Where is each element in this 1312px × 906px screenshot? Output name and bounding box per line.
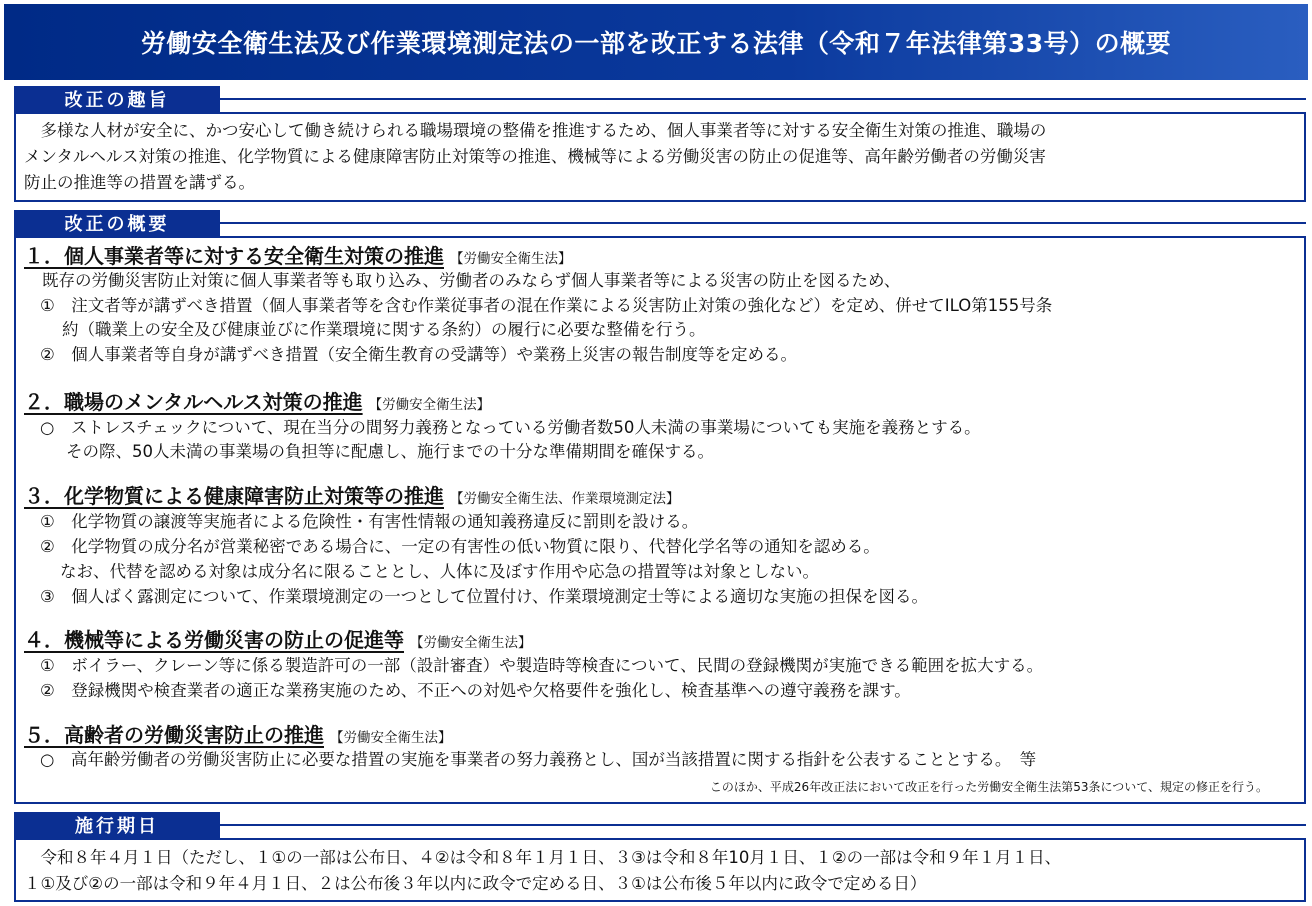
section-title: ３．化学物質による健康障害防止対策等の推進	[24, 484, 444, 508]
list-item: 既存の労働災害防止対策に個人事業者等も取り込み、労働者のみならず個人事業者等による災害の防止を図るため、	[42, 271, 901, 290]
shushi-line: 多様な人材が安全に、かつ安心して働き続けられる職場環境の整備を推進するため、個人事業者等に対する安全衛生対策の推進、職場の	[24, 121, 1047, 140]
section-label-shushi: 改正の趣旨	[14, 86, 220, 112]
list-item: ○ ストレスチェックについて、現在当分の間努力義務となっている労働者数50人未満の事業場についても実施を義務とする。	[40, 418, 981, 437]
list-item: なお、代替を認める対象は成分名に限ることとし、人体に及ぼす作用や応急の措置等は対象としない。	[60, 562, 819, 581]
list-item: ① 注文者等が講ずべき措置（個人事業者等を含む作業従事者の混在作業による災害防止対策の強化など）を定め、併せてILO第155号条	[40, 296, 1053, 315]
list-item: ① 化学物質の譲渡等実施者による危険性・有害性情報の通知義務違反に罰則を設ける。	[40, 512, 699, 531]
section-heading-4	[24, 630, 532, 651]
section-rule	[220, 824, 1306, 826]
section-heading-3	[24, 486, 680, 507]
list-item: ② 化学物質の成分名が営業秘密である場合に、一定の有害性の低い物質に限り、代替化学名等の通知を認める。	[40, 537, 880, 556]
section-rule	[220, 222, 1306, 224]
section-heading-5	[24, 725, 452, 746]
list-item: その際、50人未満の事業場の負担等に配慮し、施行までの十分な準備期間を確保する。	[66, 442, 714, 461]
law-tag: 【労働安全衛生法】	[410, 635, 532, 651]
section-title: ５．高齢者の労働災害防止の推進	[24, 723, 324, 747]
list-item: ② 個人事業者等自身が講ずべき措置（安全衛生教育の受講等）や業務上災害の報告制度等を定める。	[40, 345, 797, 364]
section-heading-1	[24, 246, 572, 267]
section-heading-2	[24, 392, 490, 413]
list-item: ③ 個人ばく露測定について、作業環境測定の一つとして位置付け、作業環境測定士等による適切な実施の担保を図る。	[40, 587, 928, 606]
list-item: ○ 高年齢労働者の労働災害防止に必要な措置の実施を事業者の努力義務とし、国が当該措置に関する指針を公表することとする。 等	[40, 750, 1037, 769]
shiko-line: １①及び②の一部は令和９年４月１日、２は公布後３年以内に政令で定める日、３①は公布後５年以内に政令で定める日）	[24, 874, 927, 893]
shiko-line: 令和８年４月１日（ただし、１①の一部は公布日、４②は令和８年１月１日、３③は令和８年10月１日、１②の一部は令和９年１月１日、	[24, 848, 1062, 867]
law-tag: 【労働安全衛生法、作業環境測定法】	[450, 491, 680, 507]
section-title: １．個人事業者等に対する安全衛生対策の推進	[24, 244, 444, 268]
page-title: 労働安全衛生法及び作業環境測定法の一部を改正する法律（令和７年法律第33号）の概要	[140, 29, 1172, 58]
law-tag: 【労働安全衛生法】	[450, 251, 572, 267]
section-label-shiko: 施行期日	[14, 812, 220, 838]
list-item: ② 登録機関や検査業者の適正な業務実施のため、不正への対処や欠格要件を強化し、検査基準への遵守義務を課す。	[40, 681, 911, 700]
law-tag: 【労働安全衛生法】	[330, 730, 452, 746]
section-rule	[220, 98, 1306, 100]
list-item: ① ボイラー、クレーン等に係る製造許可の一部（設計審査）や製造時等検査について、民間の登録機関が実施できる範囲を拡大する。	[40, 656, 1044, 675]
list-item: 約（職業上の安全及び健康並びに作業環境に関する条約）の履行に必要な整備を行う。	[62, 320, 706, 339]
section-title: ４．機械等による労働災害の防止の促進等	[24, 628, 404, 652]
footnote: このほか、平成26年改正法において改正を行った労働安全衛生法第53条について、規定の修正を行う。	[709, 780, 1268, 794]
shushi-line: 防止の推進等の措置を講ずる。	[24, 173, 255, 192]
section-label-gaiyo: 改正の概要	[14, 210, 220, 236]
shushi-line: メンタルヘルス対策の推進、化学物質による健康障害防止対策等の推進、機械等による労働災害の防止の促進等、高年齢労働者の労働災害	[24, 147, 1046, 166]
title-banner	[4, 4, 1308, 80]
law-tag: 【労働安全衛生法】	[368, 397, 491, 413]
section-title: ２．職場のメンタルヘルス対策の推進	[24, 390, 363, 414]
